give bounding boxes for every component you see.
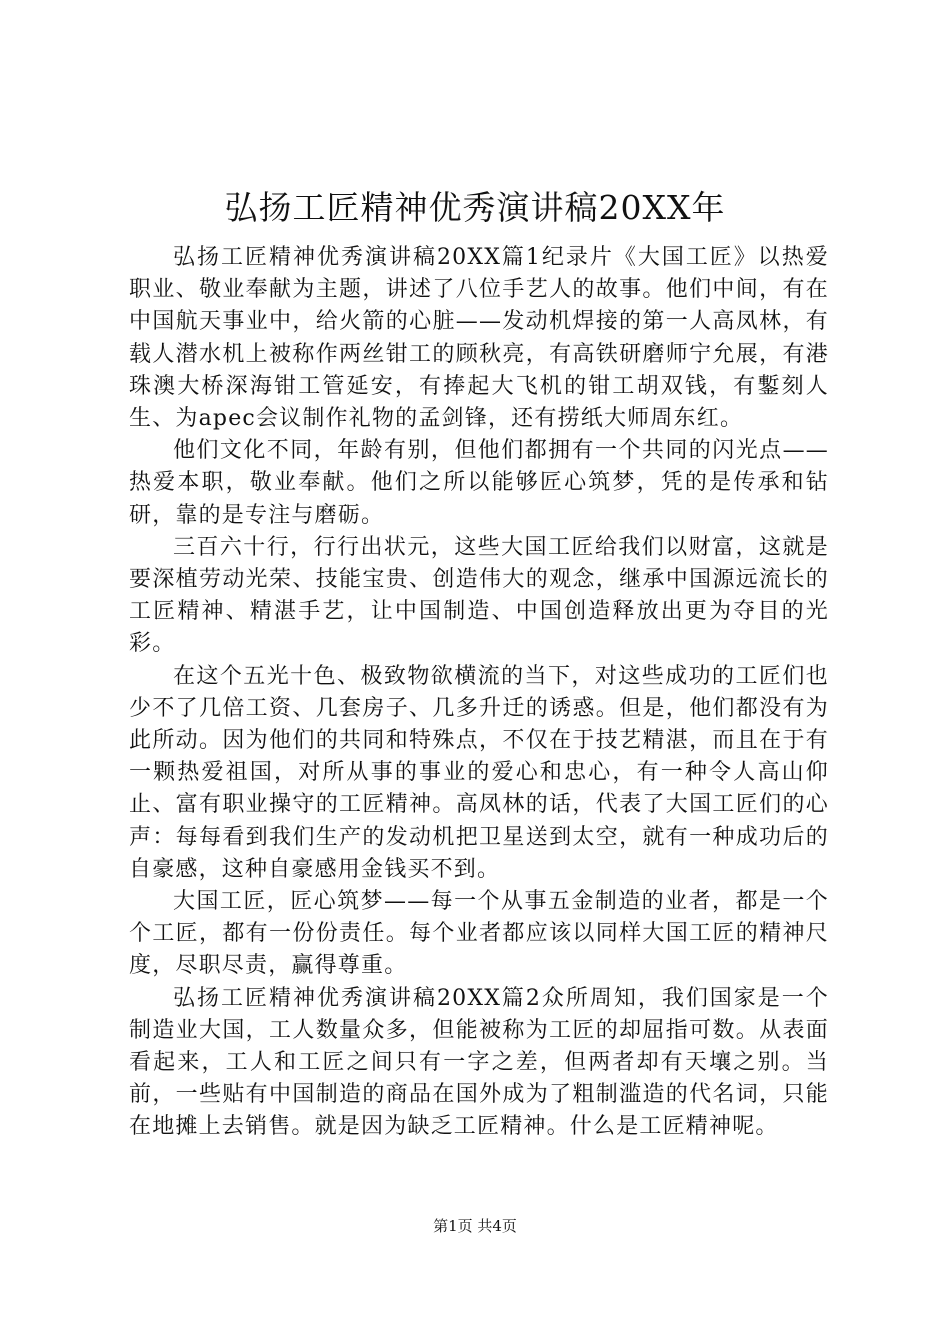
document-title: 弘扬工匠精神优秀演讲稿20XX年 <box>224 188 726 227</box>
paragraph-5: 大国工匠，匠心筑梦——每一个从事五金制造的业者，都是一个个工匠，都有一份份责任。每个业者都应该以同样大国工匠的精神尺度，尽职尽责，赢得尊重。 <box>129 889 829 979</box>
document-body <box>129 242 829 1144</box>
paragraph-6: 弘扬工匠精神优秀演讲稿20XX篇2众所周知，我们国家是一个制造业大国，工人数量众多，但能被称为工匠的却屈指可数。从表面看起来，工人和工匠之间只有一字之差，但两者却有天壤之别。当前，一些贴有中国制造的商品在国外成为了粗制滥造的代名词，只能在地摊上去销售。就是因为缺乏工匠精神。什么是工匠精神呢。 <box>129 985 829 1140</box>
paragraph-4: 在这个五光十色、极致物欲横流的当下，对这些成功的工匠们也少不了几倍工资、几套房子、几多升迁的诱惑。但是，他们都没有为此所动。因为他们的共同和特殊点，不仅在于技艺精湛，而且在于有一颗热爱祖国，对所从事的事业的爱心和忠心，有一种令人高山仰止、富有职业操守的工匠精神。高凤林的话，代表了大国工匠们的心声：每每看到我们生产的发动机把卫星送到太空，就有一种成功后的自豪感，这种自豪感用金钱买不到。 <box>129 663 829 882</box>
page-number-footer: 第1页 共4页 <box>433 1217 517 1235</box>
paragraph-3: 三百六十行，行行出状元，这些大国工匠给我们以财富，这就是要深植劳动光荣、技能宝贵、创造伟大的观念，继承中国源远流长的工匠精神、精湛手艺，让中国制造、中国创造释放出更为夺目的光彩。 <box>129 534 829 657</box>
paragraph-1: 弘扬工匠精神优秀演讲稿20XX篇1纪录片《大国工匠》以热爱职业、敬业奉献为主题，讲述了八位手艺人的故事。他们中间，有在中国航天事业中，给火箭的心脏——发动机焊接的第一人高凤林，有载人潜水机上被称作两丝钳工的顾秋亮，有高铁研磨师宁允展，有港珠澳大桥深海钳工管延安，有捧起大飞机的钳工胡双钱，有鏨刻人生、为apec会议制作礼物的孟剑锋，还有捞纸大师周东红。 <box>129 245 829 432</box>
paragraph-2: 他们文化不同，年龄有别，但他们都拥有一个共同的闪光点——热爱本职，敬业奉献。他们之所以能够匠心筑梦，凭的是传承和钻研，靠的是专注与磨砺。 <box>129 438 829 528</box>
